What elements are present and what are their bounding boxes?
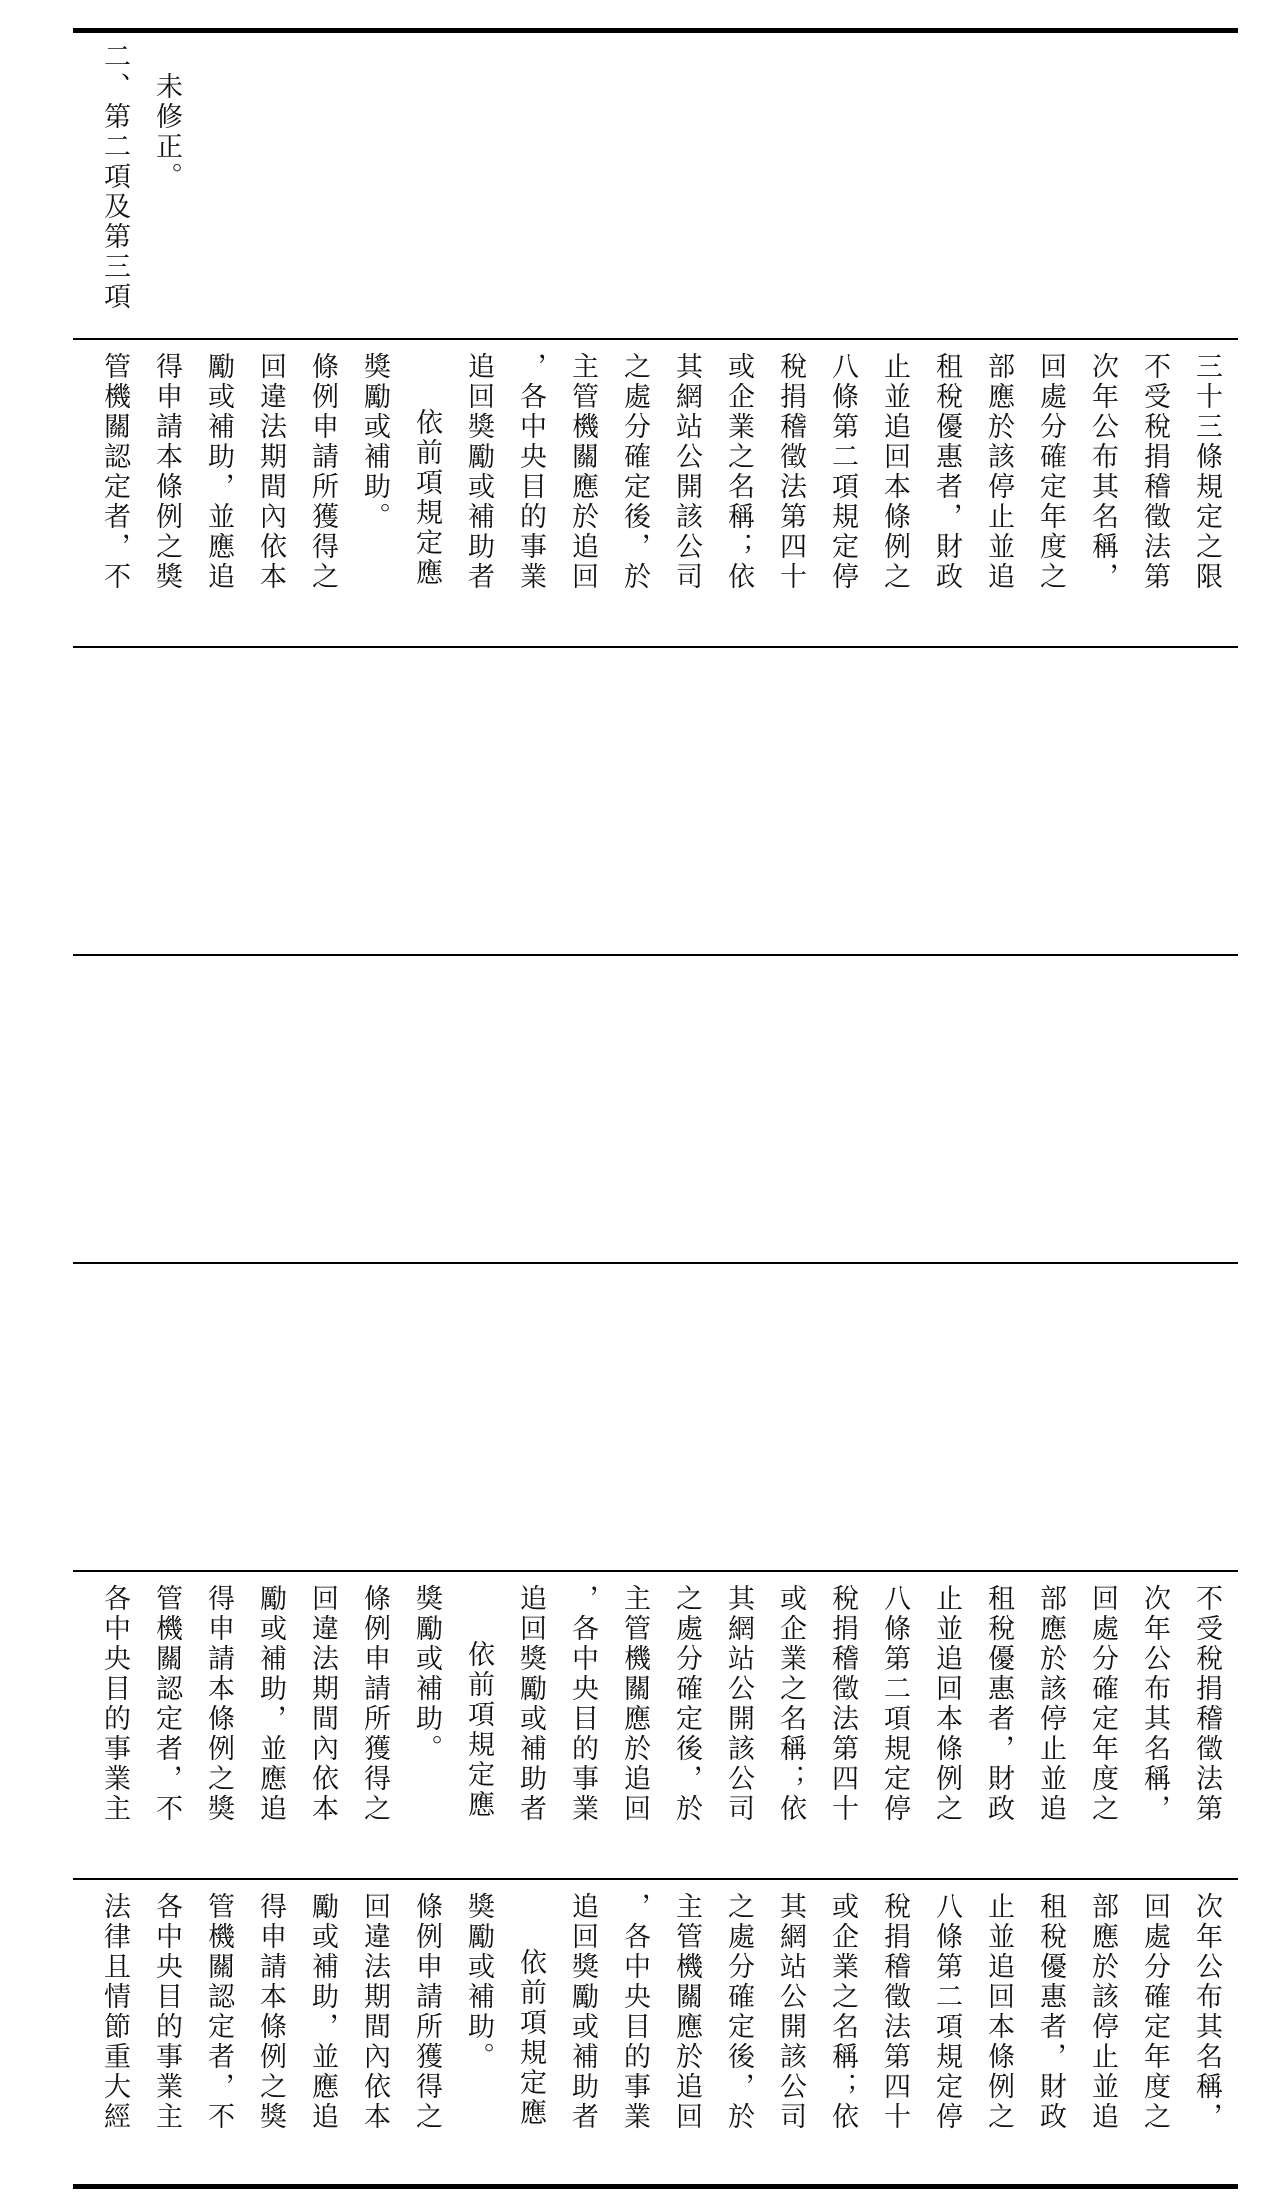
text-line: 其網站公開該公司 (671, 352, 702, 592)
text-line: 八條第二項規定停 (879, 1584, 910, 1824)
text-line: ，各中央目的事業 (567, 1584, 598, 1824)
text-line: 次年公布其名稱， (1139, 1584, 1170, 1824)
row-1 (88, 42, 1228, 312)
text-line: 次年公布其名稱， (1191, 1892, 1222, 2132)
row-3 (88, 660, 1228, 940)
text-line: ，各中央目的事業 (619, 1892, 650, 2132)
row-divider (73, 338, 1238, 340)
text-line: 不受稅捐稽徵法第 (1191, 1584, 1222, 1824)
text-line: 其網站公開該公司 (775, 1892, 806, 2132)
text-line: 條例申請所獲得之 (411, 1892, 442, 2132)
text-line: 部應於該停止並追 (1035, 1584, 1066, 1824)
row-4 (88, 968, 1228, 1248)
top-rule (73, 28, 1238, 33)
text-line: 八條第二項規定停 (931, 1892, 962, 2132)
text-line: 主管機關應於追回 (671, 1892, 702, 2132)
bottom-rule (73, 2184, 1238, 2189)
text-line: 稅捐稽徵法第四十 (879, 1892, 910, 2132)
text-line: 各中央目的事業主 (99, 1584, 130, 1824)
text-line: 次年公布其名稱， (1087, 352, 1118, 592)
text-line: 止並追回本條例之 (931, 1584, 962, 1824)
text-line: 或企業之名稱；依 (827, 1892, 858, 2132)
text-line: 各中央目的事業主 (151, 1892, 182, 2132)
row-divider (73, 954, 1238, 956)
text-line: 三十三條規定之限 (1191, 352, 1222, 592)
text-line: ，各中央目的事業 (515, 352, 546, 592)
row-divider (73, 1262, 1238, 1264)
text-line: 獎勵或補助。 (359, 352, 390, 532)
text-line: 追回獎勵或補助者 (515, 1584, 546, 1824)
text-line: 未修正。 (151, 72, 182, 192)
text-line: 之處分確定後，於 (671, 1584, 702, 1824)
text-line: 回違法期間內依本 (307, 1584, 338, 1824)
row-2 (88, 352, 1228, 592)
text-line: 止並追回本條例之 (983, 1892, 1014, 2132)
text-line: 之處分確定後，於 (619, 352, 650, 592)
text-line: 獎勵或補助。 (463, 1892, 494, 2072)
text-line: 管機關認定者，不 (99, 352, 130, 592)
text-line: 依前項規定應 (463, 1640, 494, 1820)
row-divider (73, 646, 1238, 648)
text-line: 追回獎勵或補助者 (463, 352, 494, 592)
text-line: 得申請本條例之獎 (203, 1584, 234, 1824)
row-divider (73, 1570, 1238, 1572)
text-line: 八條第二項規定停 (827, 352, 858, 592)
text-line: 租稅優惠者，財政 (1035, 1892, 1066, 2132)
text-line: 二、第二項及第三項 (99, 42, 130, 312)
text-line: 主管機關應於追回 (567, 352, 598, 592)
text-line: 回處分確定年度之 (1035, 352, 1066, 592)
text-line: 追回獎勵或補助者 (567, 1892, 598, 2132)
row-7 (88, 1892, 1228, 2132)
text-line: 回處分確定年度之 (1087, 1584, 1118, 1824)
text-line: 法律且情節重大經 (99, 1892, 130, 2132)
row-6 (88, 1584, 1228, 1824)
text-line: 不受稅捐稽徵法第 (1139, 352, 1170, 592)
text-line: 獎勵或補助。 (411, 1584, 442, 1764)
text-line: 部應於該停止並追 (983, 352, 1014, 592)
text-line: 之處分確定後，於 (723, 1892, 754, 2132)
text-line: 租稅優惠者，財政 (931, 352, 962, 592)
row-5 (88, 1276, 1228, 1556)
text-line: 回違法期間內依本 (255, 352, 286, 592)
text-line: 得申請本條例之獎 (255, 1892, 286, 2132)
text-line: 其網站公開該公司 (723, 1584, 754, 1824)
text-line: 依前項規定應 (515, 1948, 546, 2128)
text-line: 部應於該停止並追 (1087, 1892, 1118, 2132)
text-line: 回處分確定年度之 (1139, 1892, 1170, 2132)
text-line: 主管機關應於追回 (619, 1584, 650, 1824)
text-line: 止並追回本條例之 (879, 352, 910, 592)
text-line: 或企業之名稱；依 (723, 352, 754, 592)
text-line: 租稅優惠者，財政 (983, 1584, 1014, 1824)
text-line: 條例申請所獲得之 (359, 1584, 390, 1824)
text-line: 管機關認定者，不 (151, 1584, 182, 1824)
text-line: 回違法期間內依本 (359, 1892, 390, 2132)
text-line: 依前項規定應 (411, 408, 442, 588)
text-line: 或企業之名稱；依 (775, 1584, 806, 1824)
text-line: 稅捐稽徵法第四十 (775, 352, 806, 592)
text-line: 稅捐稽徵法第四十 (827, 1584, 858, 1824)
text-line: 得申請本條例之獎 (151, 352, 182, 592)
text-line: 勵或補助，並應追 (203, 352, 234, 592)
text-line: 管機關認定者，不 (203, 1892, 234, 2132)
row-divider (73, 1878, 1238, 1880)
text-line: 條例申請所獲得之 (307, 352, 338, 592)
text-line: 勵或補助，並應追 (307, 1892, 338, 2132)
text-line: 勵或補助，並應追 (255, 1584, 286, 1824)
